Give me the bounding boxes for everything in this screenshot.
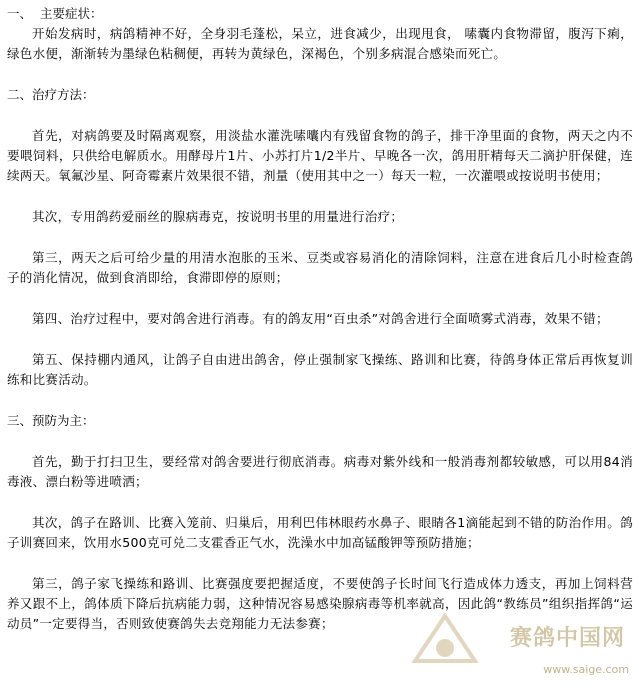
section-heading-treatment: 二、治疗方法： — [7, 87, 95, 102]
treatment-paragraph-1: 首先，对病鸽要及时隔离观察，用淡盐水灌洗嗉囔内有残留食物的鸽子，排干净里面的食物，两天之内不要喂饲料，只供给电解质水。用酵母片1片、小苏打片1/2半片、早晚各一次，鸽用肝精每天二滴护肝保健，连续两天。氧氟沙星、阿奇霉素片效果很不错，剂量（使用其中之一）每天一粒，一次灌喂或按说明书使用； — [7, 128, 633, 183]
treatment-paragraph-3: 第三，两天之后可给少量的用清水泡胀的玉米、豆类或容易消化的清除饲料，注意在进食后几小时检查鸽子的消化情况，做到食消即给，食滞即停的原则； — [7, 250, 633, 285]
prevention-paragraph-2: 其次，鸽子在路训、比赛入笼前、归巢后，用利巴伟林眼药水鼻子、眼睛各1滴能起到不错的防治作用。鸽子训赛回来，饮用水500克可兑二支霍香正气水，洗澡水中加高锰酸钾等预防措施； — [7, 515, 633, 550]
prevention-paragraph-1: 首先，勤于打扫卫生，要经常对鸽舍要进行彻底消毒。病毒对紫外线和一般消毒剂都较敏感，可以用84消毒液、漂白粉等进喷洒； — [7, 454, 633, 489]
symptoms-paragraph: 开始发病时，病鸽精神不好，全身羽毛蓬松，呆立，进食减少，出现甩食， 嗉囊内食物滞留，腹泻下痢，绿色水便，渐渐转为墨绿色粘稠便，再转为黄绿色，深褐色，个别多病混合感染而死亡。 — [7, 26, 633, 61]
prevention-paragraph-3: 第三，鸽子家飞操练和路训、比赛强度要把握适度，不要使鸽子长时间飞行造成体力透支，再加上饲料营养又跟不上，鸽体质下降后抗病能力弱，这种情况容易感染腺病毒等机率就高，因此鸽“教练员”组织指挥鸽“运动员”一定要得当，否则致使赛鸽失去竞翔能力无法参赛； — [7, 576, 633, 631]
treatment-paragraph-2: 其次，专用鸽药爱丽丝的腺病毒克，按说明书里的用量进行治疗； — [32, 209, 404, 224]
section-heading-prevention: 三、预防为主： — [7, 413, 95, 428]
treatment-paragraph-5: 第五、保持棚内通风，让鸽子自由进出鸽舍，停止强制家飞操练、路训和比赛，待鸽身体正常后再恢复训练和比赛活动。 — [7, 352, 633, 387]
watermark-url: www.saige.com — [543, 663, 629, 676]
section-heading-symptoms: 一、 主要症状： — [7, 6, 103, 21]
treatment-paragraph-4: 第四、治疗过程中，要对鸽舍进行消毒。有的鸽友用“百虫杀”对鸽舍进行全面喷雾式消毒，效果不错； — [32, 311, 609, 326]
watermark-site-name: 赛鸽中国网 — [509, 626, 625, 651]
